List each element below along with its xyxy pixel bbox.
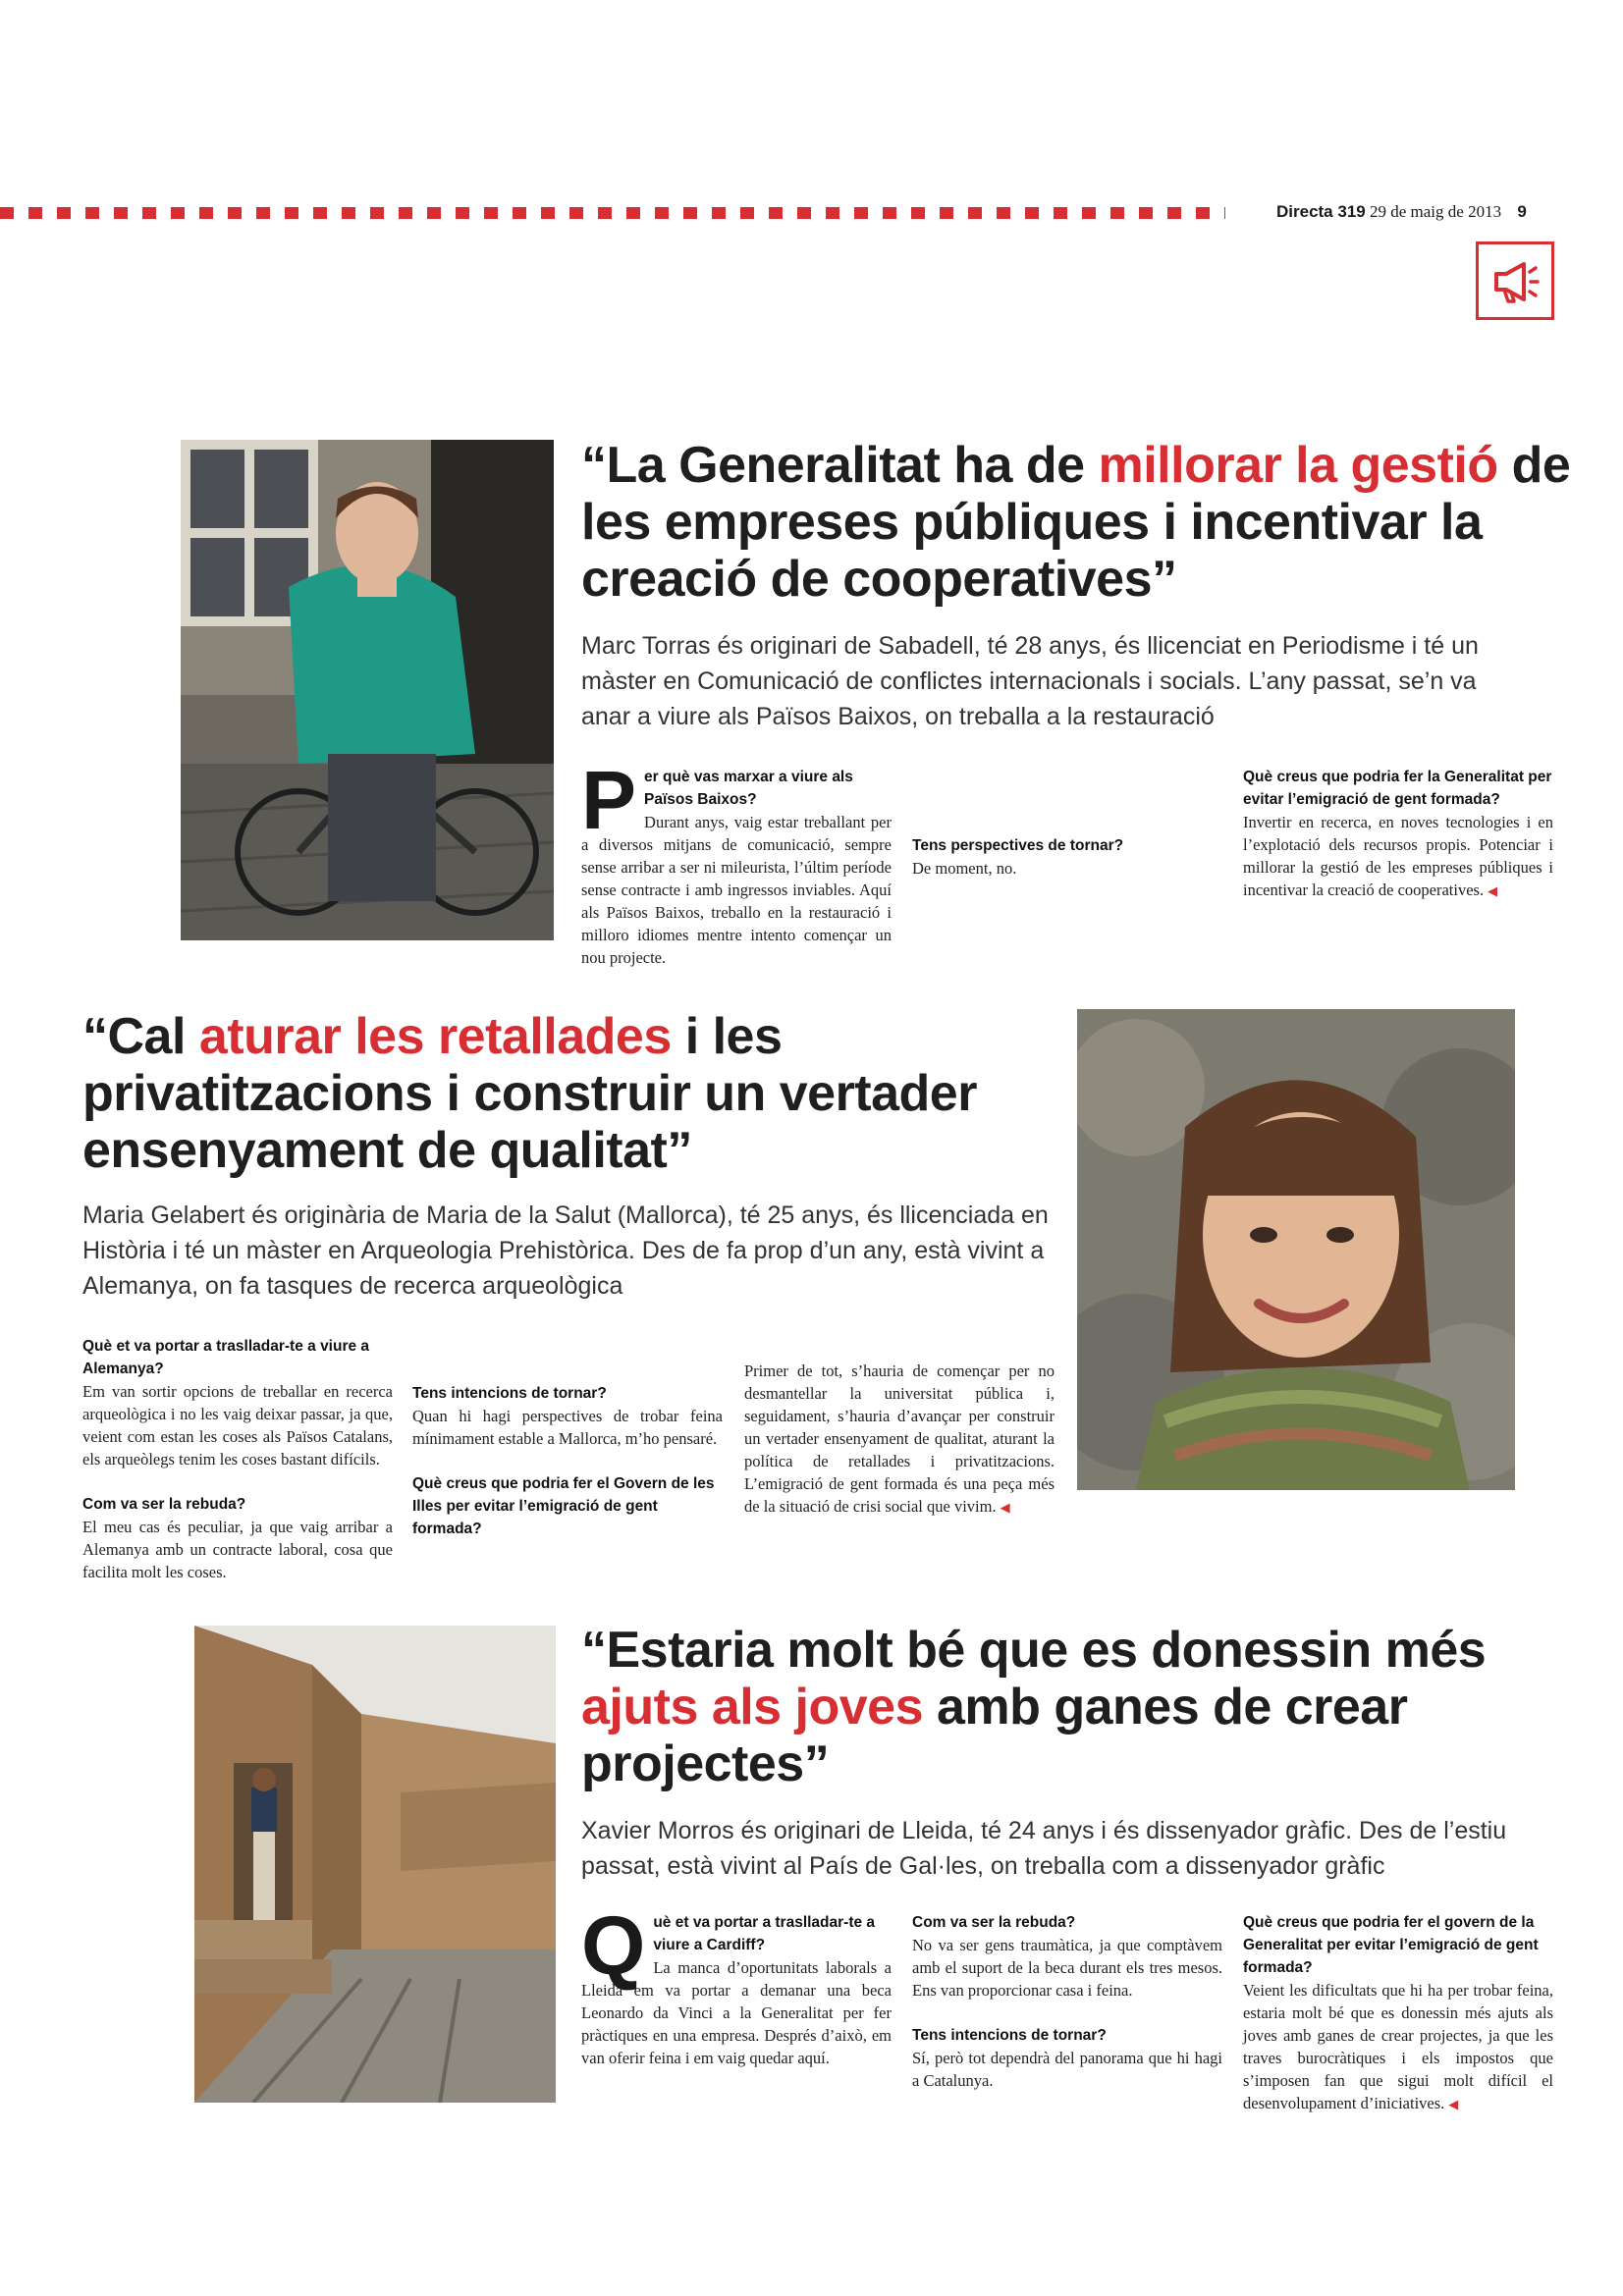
section-badge (1476, 241, 1554, 320)
end-mark-icon: ◀ (1448, 2097, 1459, 2111)
question: Què creus que podria fer el govern de la Generalitat per evitar l’emigració de gent formada? (1243, 1914, 1539, 1976)
headline-highlight: aturar les retallades (198, 1008, 672, 1065)
intro-article-2: Maria Gelabert és originària de Maria de la Salut (Mallorca), té 25 anys, és llicenciada en Història i té un màster en Arqueologia Prehistòrica. Des de fa prop d’un any, està vivint a Alemanya, on fa tasques de recerca arqueològica (82, 1201, 1049, 1300)
column-2-article-3 (912, 1911, 1222, 2092)
answer: Sí, però tot dependrà del panorama que hi hagi a Catalunya. (912, 2049, 1222, 2090)
answer: De moment, no. (912, 859, 1017, 878)
question: er què vas marxar a viure als Països Baixos? (644, 769, 853, 808)
headline-highlight: ajuts als joves (581, 1679, 924, 1735)
photo-xavier-morros-street (194, 1626, 556, 2103)
intro-article-1: Marc Torras és originari de Sabadell, té 28 anys, és llicenciat en Periodisme i té un màster en Comunicació de conflictes internacionals i socials. L’any passat, se’n va anar a viure als Països Baixos, on treballa a la restauració (581, 632, 1479, 730)
masthead (1276, 202, 1571, 222)
column-1-article-2 (82, 1335, 393, 1583)
dotted-rule (0, 207, 1225, 219)
column-3-article-1 (1243, 766, 1553, 902)
question: Què creus que podria fer el Govern de les Illes per evitar l’emigració de gent formada? (412, 1475, 715, 1537)
question: Què et va portar a traslladar-te a viure a Alemanya? (82, 1338, 370, 1377)
headline-article-1: “La Generalitat ha de millorar la gestió de les empreses públiques i incentivar la creació de cooperatives” (581, 437, 1571, 608)
drop-cap: P (581, 754, 637, 846)
answer: Invertir en recerca, en noves tecnologies i en l’explotació dels recursos propis. Potenciar i millorar la gestió de les empreses públiques i incentivar la creació de cooperatives. ◀ (1243, 813, 1553, 899)
question: Què creus que podria fer la Generalitat per evitar l’emigració de gent formada? (1243, 769, 1552, 808)
column-3-article-2 (744, 1360, 1055, 1519)
answer: No va ser gens traumàtica, ja que comptàvem amb el suport de la beca durant els tres mesos. Ens van proporcionar casa i feina. (912, 1936, 1222, 2000)
issue-date: 29 de maig de 2013 (1369, 202, 1502, 221)
headline-article-3: “Estaria molt bé que es donessin més ajuts als joves amb ganes de crear projectes” (581, 1622, 1487, 1792)
end-mark-icon: ◀ (1488, 883, 1498, 898)
column-2-article-2 (412, 1337, 723, 1540)
end-mark-icon: ◀ (1000, 1500, 1010, 1515)
question: Tens perspectives de tornar? (912, 837, 1124, 854)
answer: Em van sortir opcions de treballar en recerca arqueològica i no les vaig deixar passar, ja que, veient com estan les coses als Països Catalans, els arqueòlegs tenim les coses bastant difícils. (82, 1382, 393, 1468)
portrait-photo-marc-torras (181, 440, 554, 940)
column-3-article-3 (1243, 1911, 1553, 2115)
column-1-article-3 (581, 1899, 892, 2069)
page-number: 9 (1517, 202, 1527, 221)
headline-highlight: millorar la gestió (1098, 437, 1498, 494)
question: Tens intencions de tornar? (912, 2027, 1107, 2044)
answer: La manca d’oportunitats laborals a Lleida em va portar a demanar una beca Leonardo da Vinci a la Generalitat per fer pràctiques en una empresa. Després d’això, em van oferir feina i em vaig quedar aquí. (581, 1958, 892, 2067)
publication-name: Directa 319 (1276, 202, 1366, 221)
column-2-article-1 (912, 834, 1222, 880)
intro-article-3: Xavier Morros és originari de Lleida, té 24 anys i és dissenyador gràfic. Des de l’estiu passat, està vivint al País de Gal·les, on treballa com a dissenyador gràfic (581, 1817, 1507, 1880)
megaphone-icon (1479, 244, 1551, 317)
question: Com va ser la rebuda? (82, 1496, 246, 1513)
answer: Veient les dificultats que hi ha per trobar feina, estaria molt bé que es donessin més ajuts als joves amb ganes de crear projectes, ja que les traves burocràtiques i els impostos que s’imposen fan que sigui molt difícil el desenvolupament d’iniciatives. ◀ (1243, 1981, 1553, 2112)
answer: Quan hi hagi perspectives de trobar feina mínimament estable a Mallorca, m’ho pensaré. (412, 1407, 723, 1448)
answer: Primer de tot, s’hauria de començar per no desmantellar la universitat pública i, seguidament, s’hauria d’avançar per construir un vertader ensenyament de qualitat, aturant la política de retallades i privatitzacions. L’emigració de gent formada és una peça més de la situació de crisi social que vivim. ◀ (744, 1362, 1055, 1516)
question: Tens intencions de tornar? (412, 1385, 607, 1402)
answer: Durant anys, vaig estar treballant per a diversos mitjans de comunicació, sempre sense arribar a ser ni mileurista, l’últim període sense contracte i amb ingressos inviables. Aquí als Països Baixos, treballo en la restauració i milloro idiomes mentre intento començar un nou projecte. (581, 813, 892, 967)
question: uè et va portar a traslladar-te a viure a Cardiff? (653, 1914, 876, 1953)
answer: El meu cas és peculiar, ja que vaig arribar a Alemanya amb un contracte laboral, cosa que facilita molt les coses. (82, 1518, 393, 1581)
column-1-article-1 (581, 754, 892, 969)
headline-article-2: “Cal aturar les retallades i les privatitzacions i construir un vertader ensenyament de qualitat” (82, 1008, 977, 1179)
drop-cap: Q (581, 1899, 646, 1992)
portrait-photo-maria-gelabert (1077, 1009, 1515, 1490)
question: Com va ser la rebuda? (912, 1914, 1076, 1931)
